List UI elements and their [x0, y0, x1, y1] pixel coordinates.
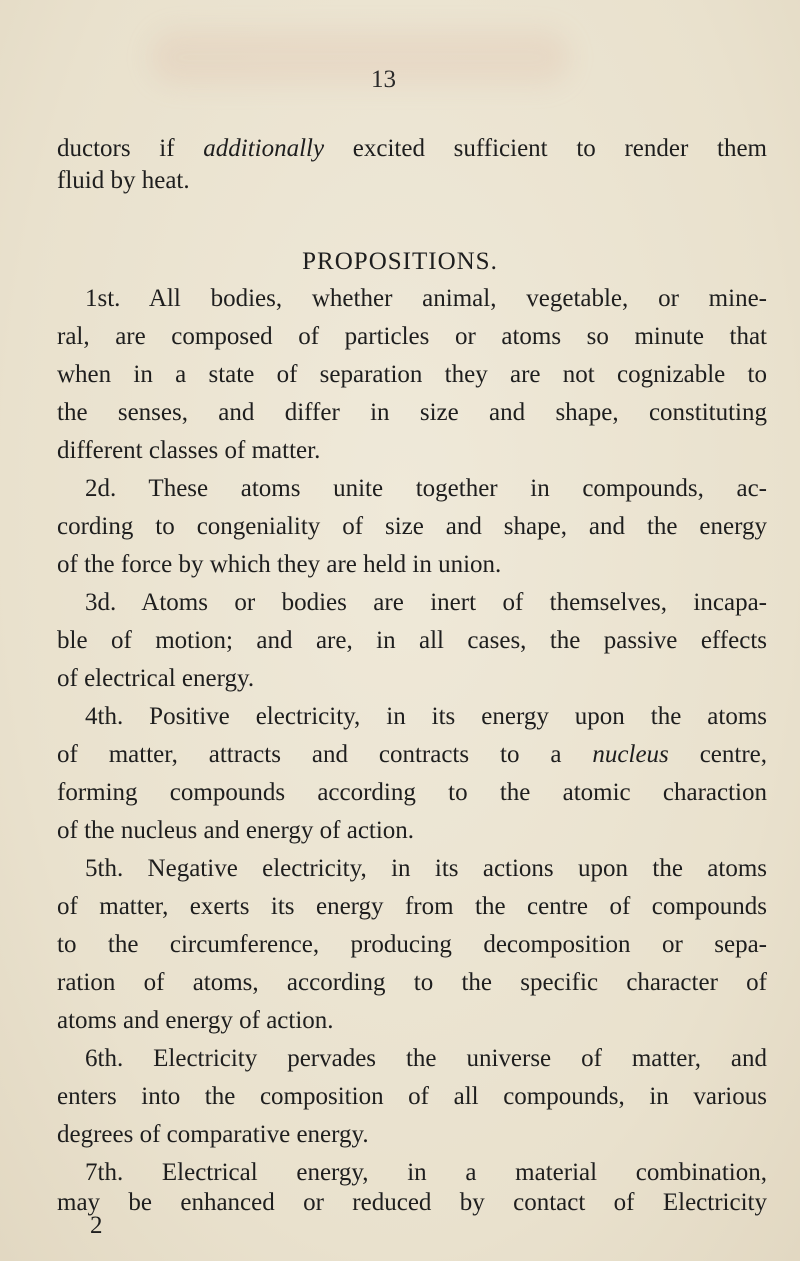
intro-text-pre: ductors if	[57, 135, 204, 162]
text-line: may be enhanced or reduced by contact of Electricity	[57, 1189, 767, 1216]
text-line: of the nucleus and energy of action.	[57, 817, 415, 844]
text-line: of electrical energy.	[57, 665, 255, 692]
text-line: degrees of comparative energy.	[57, 1121, 369, 1148]
text-line: of matter, exerts its energy from the centre of compounds	[57, 893, 767, 920]
signature-mark: 2	[90, 1212, 103, 1239]
text-line: ral, are composed of particles or atoms so minute that	[57, 323, 767, 350]
text-line: 4th. Positive electricity, in its energy upon the atoms	[85, 703, 767, 730]
text-line: 7th. Electrical energy, in a material combination,	[85, 1159, 767, 1186]
propositions-heading: PROPOSITIONS.	[302, 248, 498, 275]
intro-italic-word: additionally	[203, 135, 325, 162]
nucleus-italic-word: nucleus	[592, 741, 669, 768]
page-number: 13	[371, 66, 396, 93]
intro-text-post: excited sufficient to render them	[324, 135, 767, 162]
nucleus-line-pre: of matter, attracts and contracts to a	[57, 741, 593, 768]
text-line: atoms and energy of action.	[57, 1007, 334, 1034]
text-line: 5th. Negative electricity, in its actions upon the atoms	[85, 855, 767, 882]
intro-line-1	[57, 133, 767, 165]
text-line-nucleus	[57, 739, 767, 771]
text-line: 3d. Atoms or bodies are inert of themselves, incapa-	[85, 589, 767, 616]
text-line: different classes of matter.	[57, 437, 321, 464]
text-line: of the force by which they are held in union.	[57, 551, 502, 578]
paper-stain	[150, 30, 570, 85]
intro-line-2: fluid by heat.	[57, 167, 190, 194]
text-line: when in a state of separation they are not cognizable to	[57, 361, 767, 388]
text-line: forming compounds according to the atomic charaction	[57, 779, 767, 806]
text-line: 1st. All bodies, whether animal, vegetable, or mine-	[85, 285, 767, 312]
text-line: ration of atoms, according to the specific character of	[57, 969, 767, 996]
text-line: the senses, and differ in size and shape, constituting	[57, 399, 767, 426]
text-line: to the circumference, producing decomposition or sepa-	[57, 931, 767, 958]
nucleus-line-post: centre,	[668, 741, 768, 768]
text-line: cording to congeniality of size and shape, and the energy	[57, 513, 767, 540]
text-line: 2d. These atoms unite together in compounds, ac-	[85, 475, 767, 502]
text-line: enters into the composition of all compounds, in various	[57, 1083, 767, 1110]
text-line: ble of motion; and are, in all cases, the passive effects	[57, 627, 767, 654]
text-line: 6th. Electricity pervades the universe of matter, and	[85, 1045, 767, 1072]
